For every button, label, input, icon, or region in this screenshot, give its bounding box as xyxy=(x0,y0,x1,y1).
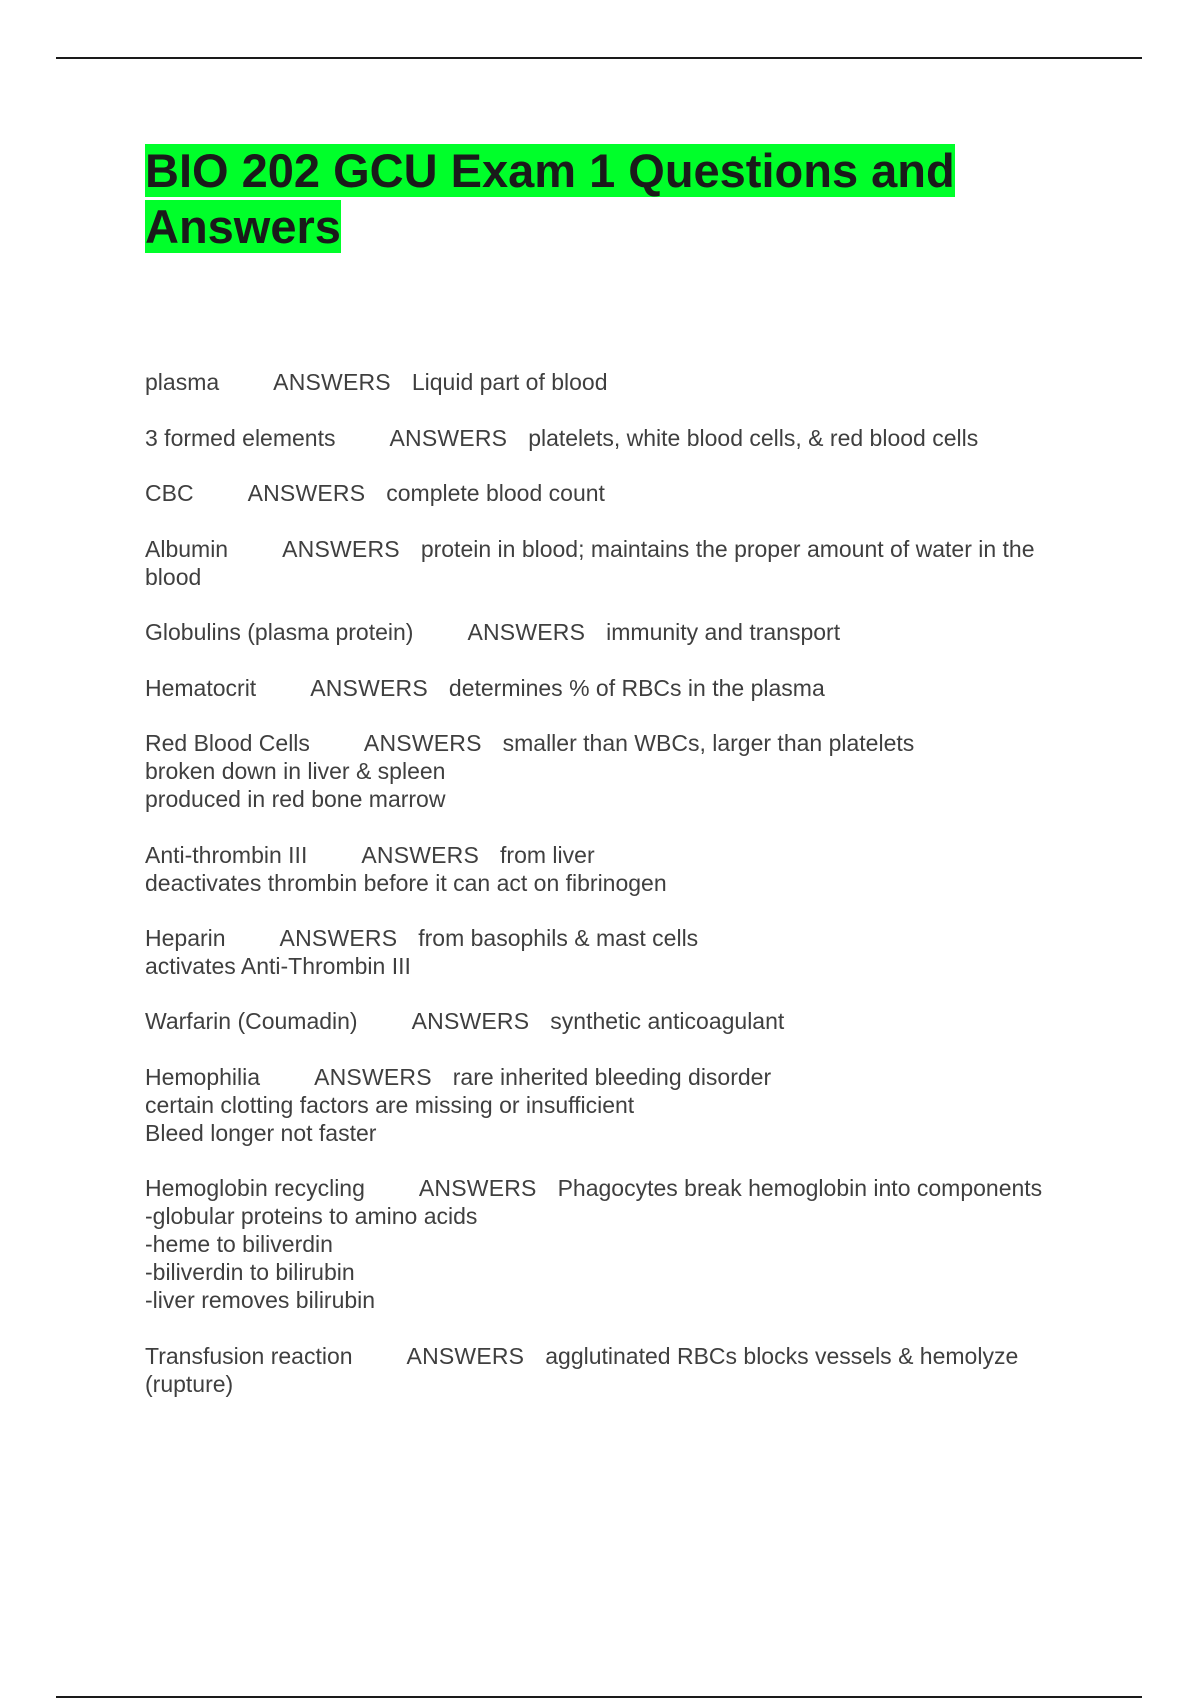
qa-answer-line: certain clotting factors are missing or insufficient xyxy=(145,1092,635,1118)
qa-answer-line: produced in red bone marrow xyxy=(145,786,446,812)
qa-answer: smaller than WBCs, larger than platelets xyxy=(502,730,915,756)
answers-label: ANSWERS xyxy=(273,369,391,395)
page-title xyxy=(145,143,1145,255)
qa-answer-line: -heme to biliverdin xyxy=(145,1231,333,1257)
qa-item xyxy=(145,368,1145,396)
qa-term: CBC xyxy=(145,480,194,506)
qa-term: plasma xyxy=(145,369,220,395)
qa-item xyxy=(145,674,1145,702)
qa-term: Warfarin (Coumadin) xyxy=(145,1008,358,1034)
bottom-rule xyxy=(56,1696,1142,1698)
qa-item xyxy=(145,1007,1145,1035)
qa-term: Anti-thrombin III xyxy=(145,842,308,868)
qa-answer: platelets, white blood cells, & red blood cells xyxy=(528,425,979,451)
qa-answer-line: broken down in liver & spleen xyxy=(145,758,446,784)
qa-term: Red Blood Cells xyxy=(145,730,310,756)
qa-answer: immunity and transport xyxy=(606,619,841,645)
qa-term: Albumin xyxy=(145,536,229,562)
qa-answer-line: -biliverdin to bilirubin xyxy=(145,1259,355,1285)
qa-answer-line: (rupture) xyxy=(145,1371,234,1397)
qa-answer-line: activates Anti-Thrombin III xyxy=(145,953,411,979)
answers-label: ANSWERS xyxy=(282,536,400,562)
answers-label: ANSWERS xyxy=(418,1175,537,1201)
qa-term: Transfusion reaction xyxy=(145,1343,353,1369)
qa-answer-line: blood xyxy=(145,564,202,590)
answers-label: ANSWERS xyxy=(406,1343,525,1369)
answers-label: ANSWERS xyxy=(310,675,428,701)
qa-answer: determines % of RBCs in the plasma xyxy=(448,675,825,701)
qa-answer-line: Bleed longer not faster xyxy=(145,1120,377,1146)
qa-answer: Phagocytes break hemoglobin into components xyxy=(557,1175,1043,1201)
qa-term: Hemophilia xyxy=(145,1064,261,1090)
qa-item xyxy=(145,841,1145,897)
qa-answer: rare inherited bleeding disorder xyxy=(452,1064,772,1090)
qa-answer: agglutinated RBCs blocks vessels & hemolyze xyxy=(545,1343,1019,1369)
answers-label: ANSWERS xyxy=(389,425,508,451)
qa-answer-line: -liver removes bilirubin xyxy=(145,1287,376,1313)
qa-item xyxy=(145,424,1145,452)
qa-item xyxy=(145,535,1145,591)
qa-answer: synthetic anticoagulant xyxy=(550,1008,785,1034)
answers-label: ANSWERS xyxy=(314,1064,432,1090)
qa-answer: complete blood count xyxy=(386,480,605,506)
qa-answer: protein in blood; maintains the proper amount of water in the xyxy=(420,536,1035,562)
answers-label: ANSWERS xyxy=(361,842,480,868)
qa-term: Heparin xyxy=(145,925,226,951)
qa-term: Hematocrit xyxy=(145,675,257,701)
answers-label: ANSWERS xyxy=(247,480,366,506)
answers-label: ANSWERS xyxy=(363,730,482,756)
qa-item xyxy=(145,924,1145,980)
qa-item xyxy=(145,618,1145,646)
qa-term: Globulins (plasma protein) xyxy=(145,619,414,645)
qa-item xyxy=(145,1174,1145,1314)
qa-answer: from liver xyxy=(500,842,595,868)
qa-item xyxy=(145,479,1145,507)
answers-label: ANSWERS xyxy=(279,925,398,951)
top-rule xyxy=(56,57,1142,59)
qa-answer: from basophils & mast cells xyxy=(418,925,699,951)
qa-term: Hemoglobin recycling xyxy=(145,1175,365,1201)
qa-item xyxy=(145,1342,1145,1398)
qa-term: 3 formed elements xyxy=(145,425,336,451)
title-highlight: BIO 202 GCU Exam 1 Questions and Answers xyxy=(145,144,955,253)
qa-item xyxy=(145,729,1145,813)
qa-answer: Liquid part of blood xyxy=(411,369,608,395)
qa-answer-line: deactivates thrombin before it can act on fibrinogen xyxy=(145,870,667,896)
qa-answer-line: -globular proteins to amino acids xyxy=(145,1203,478,1229)
qa-item xyxy=(145,1063,1145,1147)
answers-label: ANSWERS xyxy=(467,619,586,645)
answers-label: ANSWERS xyxy=(411,1008,530,1034)
